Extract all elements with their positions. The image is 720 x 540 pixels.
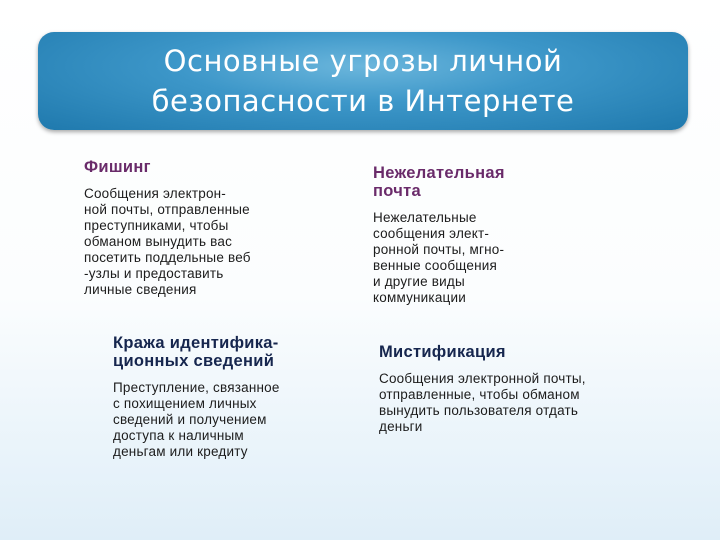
heading-line: Кража идентифика-	[113, 334, 279, 352]
description-line: деньги	[379, 419, 423, 434]
threat-heading	[373, 164, 505, 200]
threat-heading	[113, 334, 280, 370]
description-line: коммуникации	[373, 290, 466, 305]
heading-line: Фишинг	[84, 158, 151, 176]
description-line: с похищением личных	[113, 396, 257, 411]
description-line: деньгам или кредиту	[113, 444, 248, 459]
threat-heading	[84, 158, 251, 176]
heading-line: Мистификация	[379, 343, 506, 361]
description-line: сведений и получением	[113, 412, 267, 427]
description-line: вынудить пользователя отдать	[379, 403, 579, 418]
description-line: обманом вынудить вас	[84, 234, 233, 249]
description-line: Сообщения электрон-	[84, 186, 227, 201]
heading-line: почта	[373, 182, 421, 200]
description-line: Преступление, связанное	[113, 380, 280, 395]
description-line: доступа к наличным	[113, 428, 244, 443]
description-line: и другие виды	[373, 274, 465, 289]
description-line: посетить поддельные веб	[84, 250, 251, 265]
description-line: Сообщения электронной почты,	[379, 371, 586, 386]
heading-line: ционных сведений	[113, 352, 275, 370]
threat-block-identity-theft	[113, 334, 280, 460]
threat-block-spam	[373, 164, 505, 306]
heading-line: Нежелательная	[373, 164, 505, 182]
threat-block-hoax	[379, 343, 586, 435]
threat-description	[84, 186, 251, 298]
description-line: -узлы и предоставить	[84, 266, 224, 281]
description-line: ронной почты, мгно-	[373, 242, 505, 257]
threat-block-phishing	[84, 158, 251, 298]
description-line: ной почты, отправленные	[84, 202, 250, 217]
slide-title	[152, 41, 575, 121]
title-banner	[38, 32, 688, 130]
threat-description	[373, 210, 505, 306]
description-line: отправленные, чтобы обманом	[379, 387, 580, 402]
description-line: преступниками, чтобы	[84, 218, 229, 233]
threat-heading	[379, 343, 586, 361]
description-line: сообщения элект-	[373, 226, 490, 241]
threat-description	[113, 380, 280, 460]
description-line: личные сведения	[84, 282, 197, 297]
slide-title-line-1: Основные угрозы личной	[163, 44, 563, 78]
description-line: венные сообщения	[373, 258, 498, 273]
slide-title-line-2: безопасности в Интернете	[151, 84, 575, 118]
threat-description	[379, 371, 586, 435]
description-line: Нежелательные	[373, 210, 477, 225]
